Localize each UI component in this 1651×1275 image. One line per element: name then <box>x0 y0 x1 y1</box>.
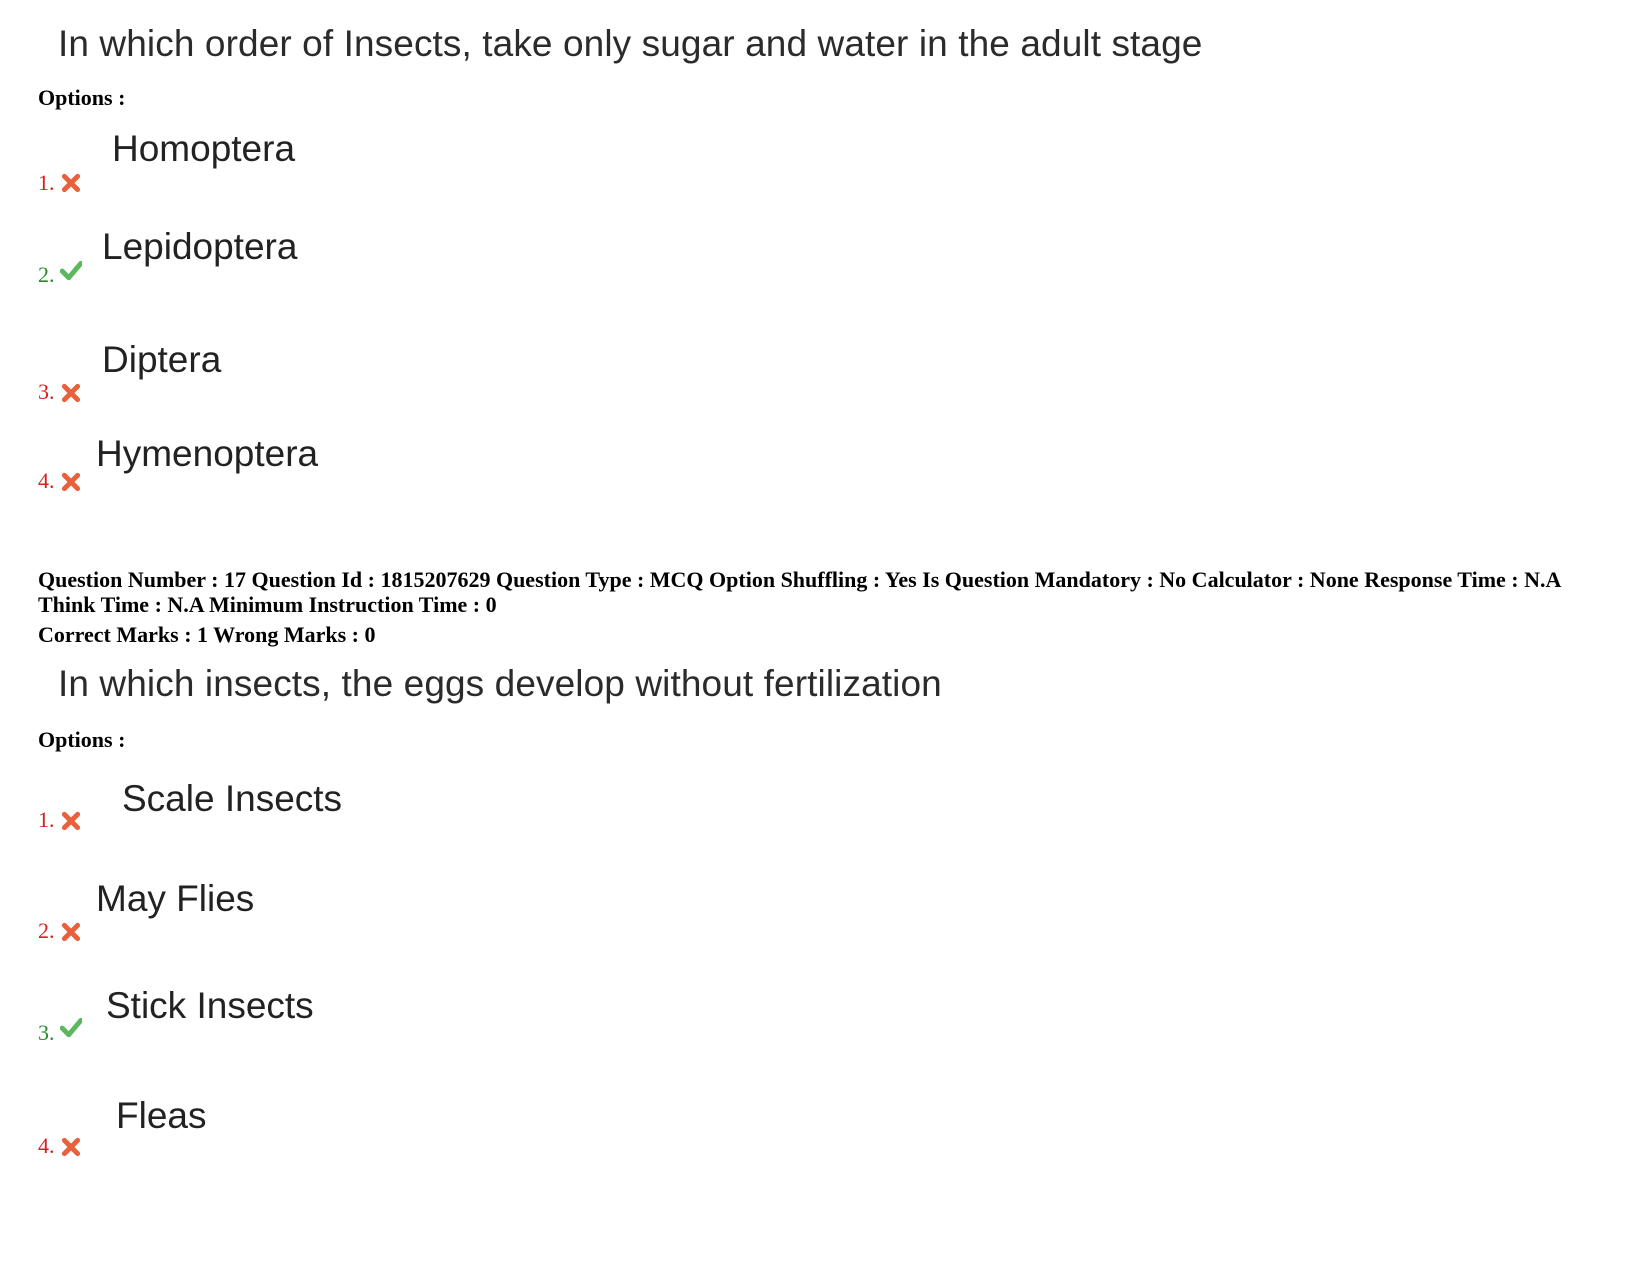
cross-icon <box>60 810 82 832</box>
options-label: Options : <box>38 727 126 752</box>
option-number: 2. <box>38 918 55 943</box>
question-1-text: In which order of Insects, take only sugar and water in the adult stage <box>58 23 1203 64</box>
check-icon <box>60 259 82 281</box>
check-icon <box>60 1016 82 1038</box>
cross-icon <box>60 921 82 943</box>
option-text: Fleas <box>116 1095 207 1136</box>
option-number: 3. <box>38 379 55 404</box>
option-number: 1. <box>38 170 55 195</box>
option-text: May Flies <box>96 878 255 919</box>
option-text: Diptera <box>102 339 222 380</box>
question-marks: Correct Marks : 1 Wrong Marks : 0 <box>38 622 376 647</box>
cross-icon <box>60 1136 82 1158</box>
question-2-text: In which insects, the eggs develop without fertilization <box>58 663 942 704</box>
options-label: Options : <box>38 85 126 110</box>
cross-icon <box>60 471 82 493</box>
option-number: 1. <box>38 807 55 832</box>
option-text: Scale Insects <box>122 778 343 819</box>
cross-icon <box>60 382 82 404</box>
option-number: 3. <box>38 1020 55 1045</box>
option-number: 4. <box>38 468 55 493</box>
option-text: Hymenoptera <box>96 433 319 474</box>
option-text: Homoptera <box>112 128 296 169</box>
option-text: Lepidoptera <box>102 226 298 267</box>
option-text: Stick Insects <box>106 985 314 1026</box>
question-meta-line-1: Question Number : 17 Question Id : 1815207629 Question Type : MCQ Option Shuffling : Yes Is Question Mandatory : No Calculator : None Response Time : N.A <box>38 567 1562 592</box>
cross-icon <box>60 172 82 194</box>
option-number: 4. <box>38 1133 55 1158</box>
question-meta-line-2: Think Time : N.A Minimum Instruction Time : 0 <box>38 592 497 617</box>
option-number: 2. <box>38 262 55 287</box>
